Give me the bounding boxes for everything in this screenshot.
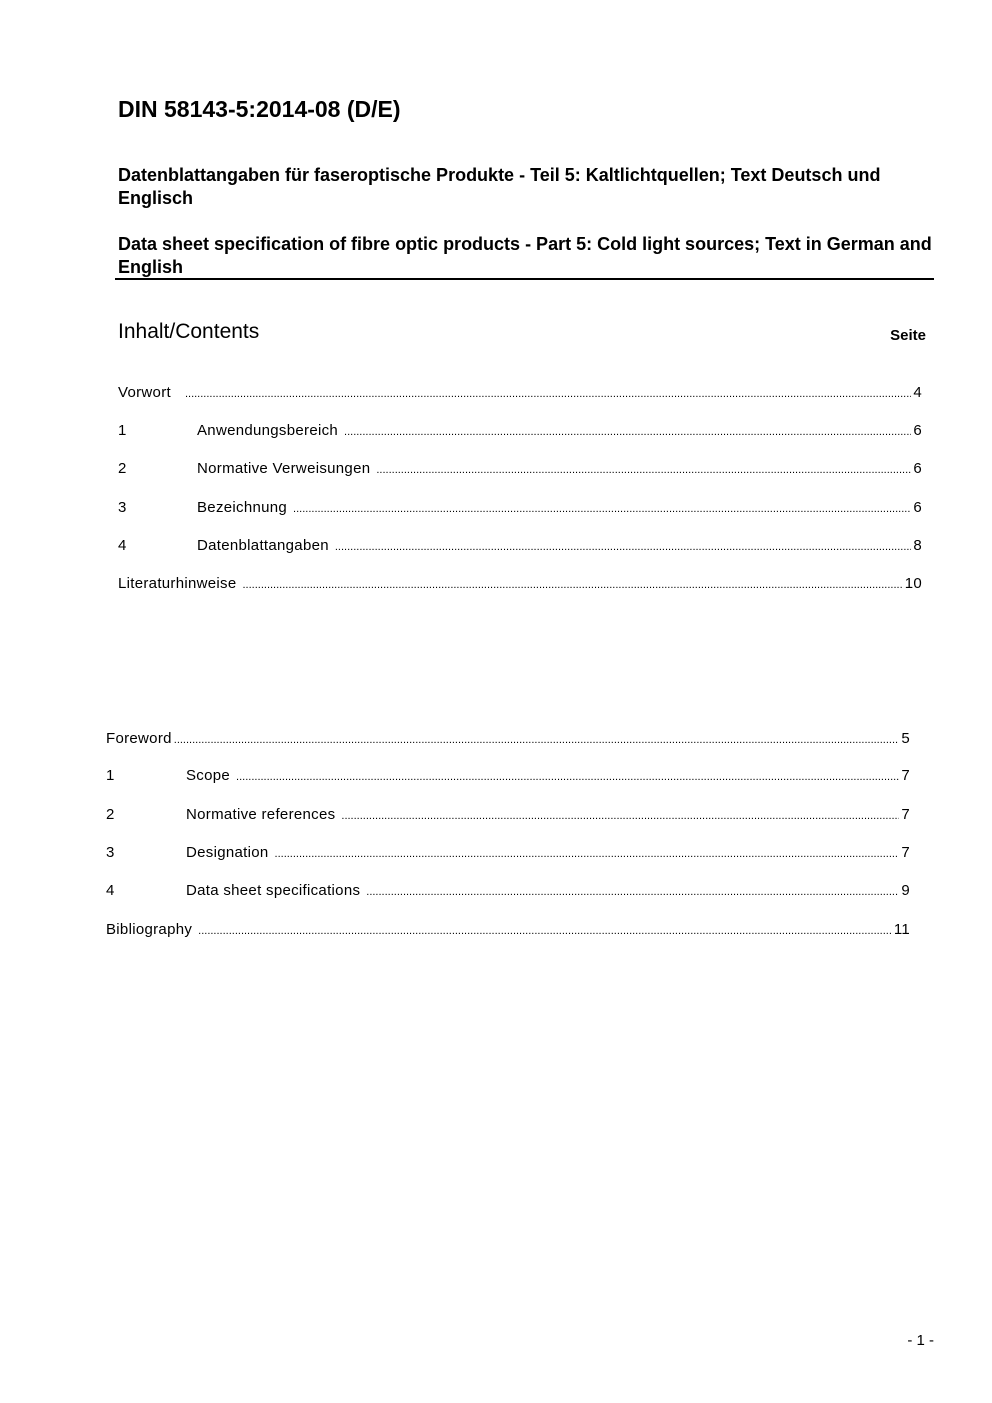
toc-title: Bezeichnung (197, 499, 288, 516)
toc-entry-de-2[interactable] (118, 459, 922, 479)
contents-heading: Inhalt/Contents (118, 320, 260, 343)
page-column-label: Seite (890, 327, 926, 344)
toc-page-number: 5 (901, 730, 910, 747)
toc-dot-leader (275, 844, 900, 864)
toc-title: Foreword (106, 730, 172, 747)
toc-page-number: 6 (913, 499, 922, 516)
toc-number: 2 (106, 806, 115, 823)
toc-title: Scope (186, 767, 231, 784)
toc-number: 1 (106, 767, 115, 784)
toc-entry-de-bibliography[interactable] (118, 574, 922, 594)
toc-title: Vorwort (118, 384, 171, 401)
toc-title: Normative references (186, 806, 336, 823)
toc-number: 3 (106, 844, 115, 861)
toc-number: 1 (118, 422, 127, 439)
toc-entry-de-1[interactable] (118, 421, 922, 441)
toc-number: 3 (118, 499, 127, 516)
toc-page-number: 4 (913, 384, 922, 401)
toc-dot-leader (344, 422, 911, 442)
toc-dot-leader (198, 921, 892, 941)
toc-number: 4 (118, 537, 127, 554)
toc-dot-leader (366, 882, 899, 902)
toc-entry-de-4[interactable] (118, 536, 922, 556)
toc-dot-leader (341, 806, 899, 826)
toc-entry-en-4[interactable] (106, 881, 910, 901)
toc-page-number: 7 (901, 806, 910, 823)
toc-page-number: 8 (913, 537, 922, 554)
toc-dot-leader (185, 384, 911, 404)
toc-entry-en-bibliography[interactable] (106, 920, 910, 940)
toc-page-number: 11 (893, 921, 910, 938)
toc-page-number: 7 (901, 767, 910, 784)
toc-dot-leader (174, 730, 900, 750)
toc-title: Designation (186, 844, 269, 861)
toc-entry-en-1[interactable] (106, 766, 910, 786)
toc-page-number: 7 (901, 844, 910, 861)
toc-dot-leader (335, 537, 911, 557)
toc-title: Bibliography (106, 921, 193, 938)
toc-number: 2 (118, 460, 127, 477)
page-number-footer: - 1 - (907, 1332, 934, 1349)
title-german: Datenblattangaben für faseroptische Produkte - Teil 5: Kaltlichtquellen; Text Deutsch und Englisch (118, 165, 881, 208)
toc-page-number: 6 (913, 422, 922, 439)
toc-dot-leader (236, 767, 899, 787)
toc-page-number: 10 (904, 575, 922, 592)
title-english: Data sheet specification of fibre optic products - Part 5: Cold light sources; Text in German and English (118, 234, 932, 277)
toc-entry-en-foreword[interactable] (106, 729, 910, 749)
toc-title: Literaturhinweise (118, 575, 237, 592)
toc-number: 4 (106, 882, 115, 899)
toc-title: Data sheet specifications (186, 882, 361, 899)
toc-entry-en-2[interactable] (106, 805, 910, 825)
toc-title: Anwendungsbereich (197, 422, 339, 439)
toc-page-number: 6 (913, 460, 922, 477)
toc-dot-leader (243, 575, 903, 595)
toc-entry-de-foreword[interactable] (118, 383, 922, 403)
toc-title: Datenblattangaben (197, 537, 329, 554)
toc-entry-de-3[interactable] (118, 498, 922, 518)
toc-dot-leader (376, 460, 911, 480)
toc-title: Normative Verweisungen (197, 460, 371, 477)
toc-entry-en-3[interactable] (106, 843, 910, 863)
toc-page-number: 9 (901, 882, 910, 899)
toc-dot-leader (293, 499, 911, 519)
title-divider (115, 278, 934, 280)
document-id: DIN 58143-5:2014-08 (D/E) (118, 96, 401, 122)
